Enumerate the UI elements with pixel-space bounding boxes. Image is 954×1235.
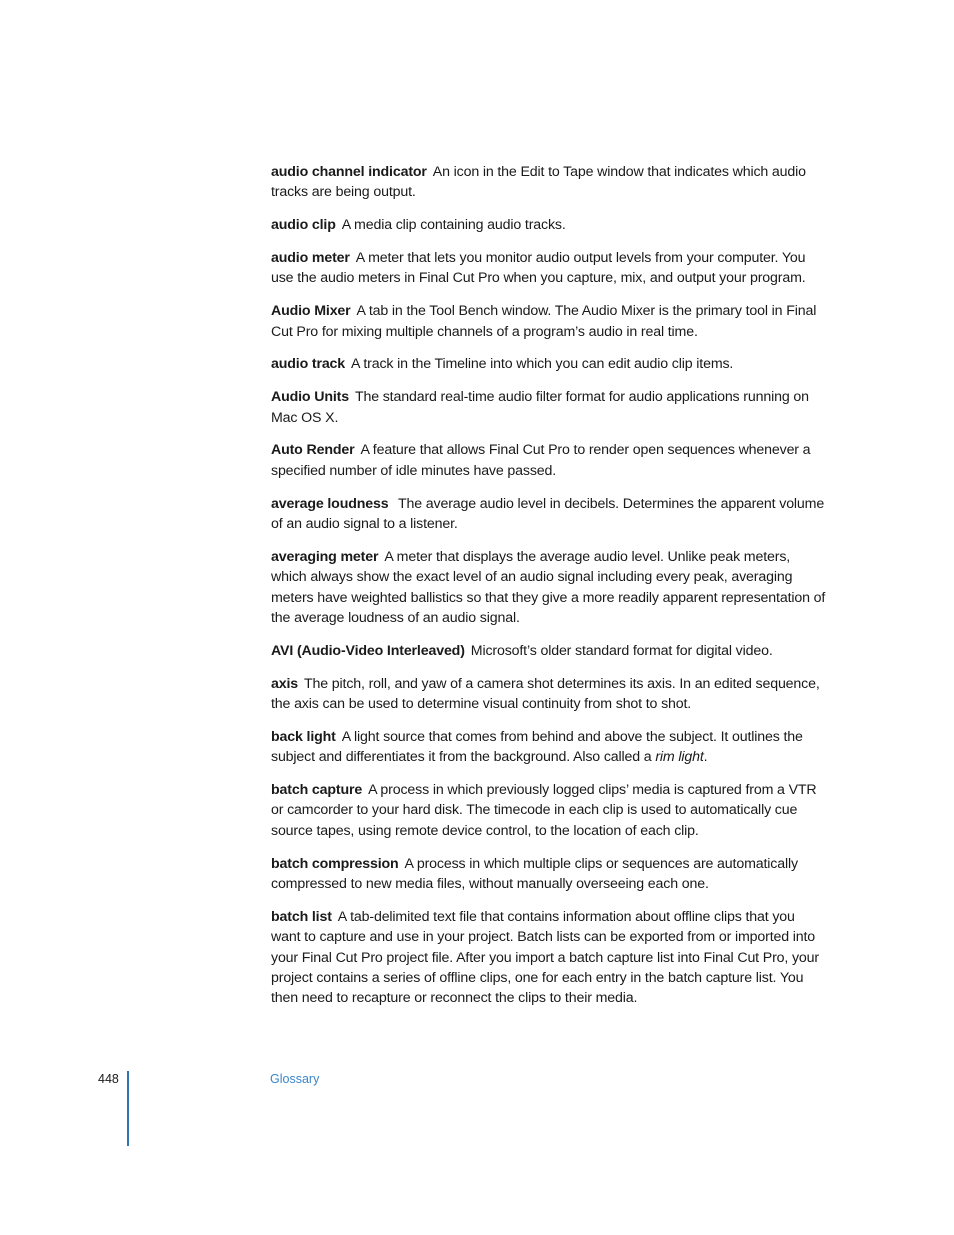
definition-italic-term: rim light [655, 749, 704, 766]
glossary-definition: A process in which multiple clips or sequences are automatically compressed to new media files, without manually overseeing each one. [271, 855, 798, 893]
glossary-term: audio track [271, 356, 346, 373]
glossary-definition [271, 729, 803, 765]
page-number: 448 [98, 1072, 119, 1086]
glossary-term: Audio Mixer [271, 303, 351, 320]
glossary-term: Audio Units [271, 389, 349, 406]
section-title: Glossary [270, 1072, 320, 1086]
glossary-entry [271, 301, 827, 342]
glossary-entry [271, 907, 827, 1009]
glossary-definition: A process in which previously logged clips’ media is captured from a VTR or camcorder to your hard disk. The timecode in each clip is used to automatically cue source tapes, using remote device control, to the location of each clip. [271, 782, 817, 839]
glossary-definition: The standard real-time audio filter format for audio applications running on Mac OS X. [271, 389, 809, 426]
glossary-entry [271, 162, 827, 203]
glossary-entry [271, 641, 827, 661]
glossary-term: audio meter [271, 250, 350, 266]
glossary-term: audio clip [271, 217, 336, 234]
glossary-definition: A tab-delimited text file that contains information about offline clips that you want to capture and use in your project. Batch lists can be exported from or imported into your Final Cut Pro project file. After you import a batch capture list into Final Cut Pro, your project contains a series of offline clips, one for each entry in the batch capture list. You then need to recapture or reconnect the clips to their media. [271, 908, 819, 1007]
glossary-entry [271, 674, 827, 715]
glossary-term: batch capture [271, 782, 363, 799]
glossary-term: axis [271, 675, 299, 692]
footer-divider [127, 1071, 129, 1146]
glossary-term: back light [271, 728, 336, 745]
glossary-entry [271, 780, 827, 841]
glossary-entry [271, 547, 827, 629]
glossary-definition: A media clip containing audio tracks. [341, 217, 566, 234]
glossary-definition: The average audio level in decibels. Determines the apparent volume of an audio signal to a listener. [271, 495, 825, 533]
glossary-entry [271, 727, 827, 768]
glossary-term: averaging meter [271, 548, 379, 565]
glossary-definition: A feature that allows Final Cut Pro to render open sequences whenever a specified number of idle minutes have passed. [271, 442, 811, 479]
glossary-entry [271, 354, 827, 374]
glossary-term: batch list [271, 908, 332, 925]
glossary-term: batch compression [271, 855, 399, 872]
glossary-definition: Microsoft’s older standard format for digital video. [470, 642, 773, 659]
glossary-definition: An icon in the Edit to Tape window that indicates which audio tracks are being output. [271, 164, 806, 201]
glossary-definition: A meter that lets you monitor audio output levels from your computer. You use the audio meters in Final Cut Pro when you capture, mix, and output your program. [271, 250, 806, 287]
glossary-definition: A track in the Timeline into which you can edit audio clip items. [351, 356, 734, 373]
glossary-content [271, 162, 827, 1021]
glossary-term: average loudness [271, 495, 389, 512]
glossary-definition: A meter that displays the average audio level. Unlike peak meters, which always show the exact level of an audio signal including every peak, averaging meters have weighted ballistics so that they give a more readily apparent representation of the average loudness of an audio signal. [271, 548, 826, 627]
glossary-term: AVI (Audio-Video Interleaved) [271, 642, 465, 659]
glossary-definition: A tab in the Tool Bench window. The Audio Mixer is the primary tool in Final Cut Pro for mixing multiple channels of a program’s audio in real time. [271, 303, 817, 340]
glossary-entry [271, 248, 827, 289]
glossary-term: Auto Render [271, 442, 355, 459]
definition-text: A light source that comes from behind and above the subject. It outlines the subject and differentiates it from the background. Also called a [271, 728, 803, 766]
glossary-term: audio channel indicator [271, 164, 427, 180]
glossary-entry [271, 440, 827, 481]
glossary-definition: The pitch, roll, and yaw of a camera shot determines its axis. In an edited sequence, the axis can be used to determine visual continuity from shot to shot. [271, 675, 820, 713]
definition-text-end: . [703, 749, 708, 766]
glossary-entry [271, 494, 827, 535]
glossary-entry [271, 215, 827, 235]
glossary-entry [271, 387, 827, 428]
glossary-entry [271, 854, 827, 895]
